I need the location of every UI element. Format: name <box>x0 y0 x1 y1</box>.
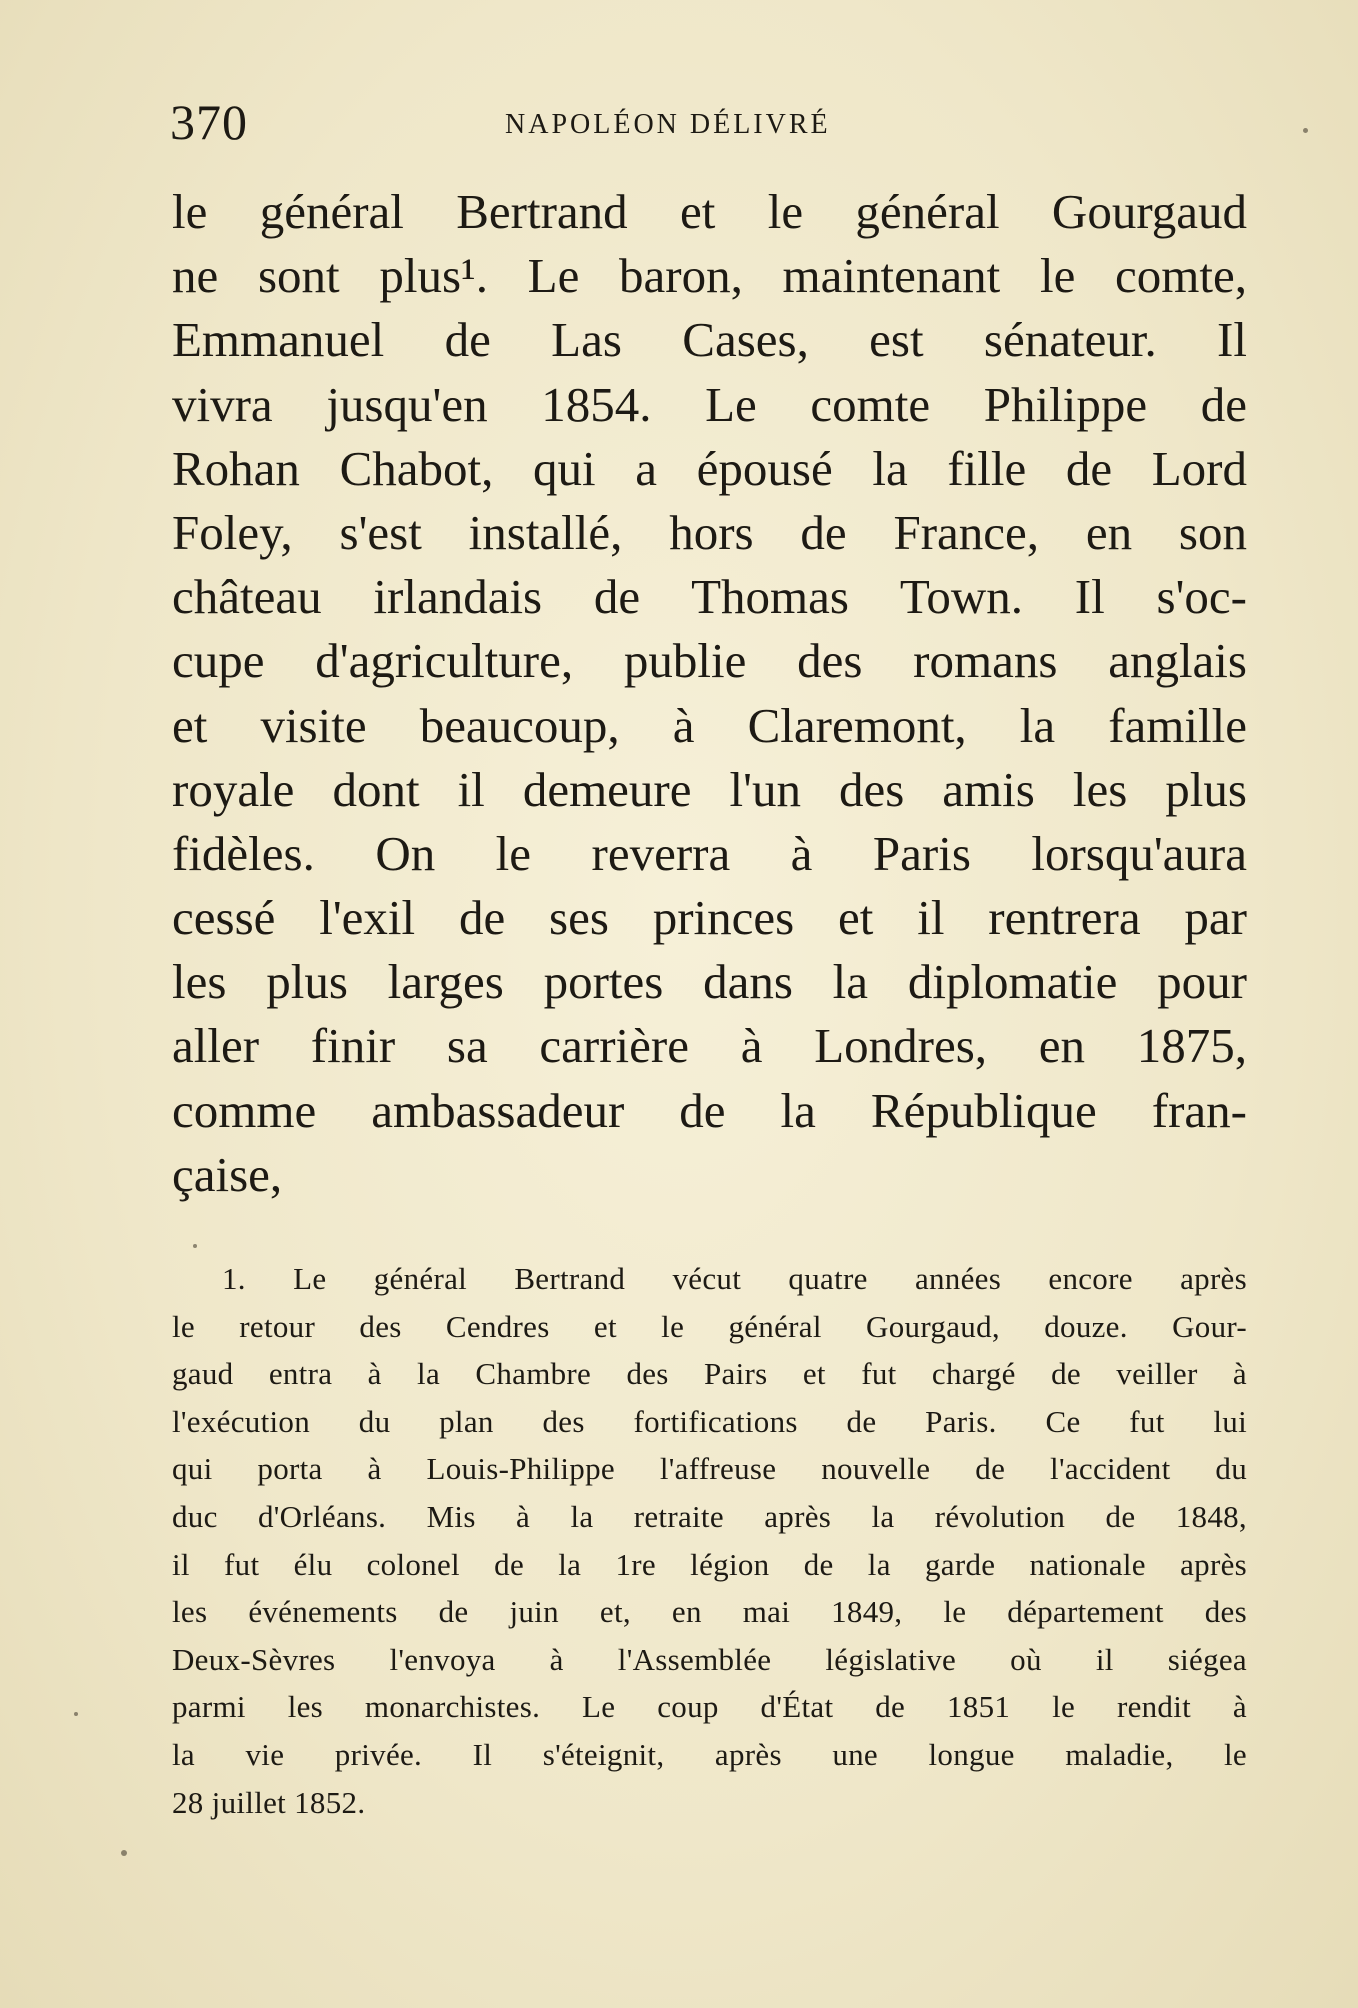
footnote-line: l'exécution du plan des fortifications de Paris. Ce fut lui <box>172 1403 1247 1439</box>
body-line: Emmanuel de Las Cases, est sénateur. Il <box>172 312 1247 368</box>
body-line: le général Bertrand et le général Gourgaud <box>172 184 1247 239</box>
footnote-line: il fut élu colonel de la 1re légion de la garde nationale après <box>172 1546 1247 1582</box>
footnote <box>172 1255 1247 1826</box>
footnote-line: 1. Le général Bertrand vécut quatre années encore après <box>222 1261 1247 1296</box>
paper-speck <box>74 1712 78 1716</box>
body-line: comme ambassadeur de la République fran- <box>172 1082 1247 1138</box>
body-line: Foley, s'est installé, hors de France, en son <box>172 504 1247 560</box>
body-text <box>172 180 1247 1207</box>
paper-speck <box>1303 128 1308 133</box>
page-number: 370 <box>170 94 248 150</box>
running-title: NAPOLÉON DÉLIVRÉ <box>505 109 831 140</box>
body-line: cessé l'exil de ses princes et il rentrera par <box>172 890 1247 946</box>
footnote-line: 28 juillet 1852. <box>172 1784 366 1820</box>
footnote-line: parmi les monarchistes. Le coup d'État de 1851 le rendit à <box>172 1689 1247 1725</box>
footnote-line: le retour des Cendres et le général Gourgaud, douze. Gour- <box>172 1308 1247 1344</box>
body-line: château irlandais de Thomas Town. Il s'oc- <box>172 569 1247 625</box>
paper-speck <box>121 1850 127 1856</box>
footnote-line: Deux-Sèvres l'envoya à l'Assemblée législative où il siégea <box>172 1641 1247 1677</box>
page-header <box>170 92 1250 152</box>
body-line: fidèles. On le reverra à Paris lorsqu'aura <box>172 825 1247 881</box>
footnote-line: gaud entra à la Chambre des Pairs et fut chargé de veiller à <box>172 1356 1247 1392</box>
footnote-line: la vie privée. Il s'éteignit, après une longue maladie, le <box>172 1736 1247 1772</box>
body-line: et visite beaucoup, à Claremont, la famille <box>172 697 1247 753</box>
body-line: vivra jusqu'en 1854. Le comte Philippe de <box>172 376 1247 432</box>
body-line: les plus larges portes dans la diplomatie pour <box>172 954 1247 1010</box>
body-line: ne sont plus¹. Le baron, maintenant le comte, <box>172 248 1247 304</box>
body-line: Rohan Chabot, qui a épousé la fille de Lord <box>172 440 1247 496</box>
paper-speck <box>193 1244 197 1248</box>
body-line: çaise, <box>172 1146 283 1202</box>
body-line: royale dont il demeure l'un des amis les plus <box>172 761 1247 817</box>
body-line: aller finir sa carrière à Londres, en 1875, <box>172 1018 1247 1074</box>
footnote-line: qui porta à Louis-Philippe l'affreuse nouvelle de l'accident du <box>172 1451 1247 1487</box>
body-line: cupe d'agriculture, publie des romans anglais <box>172 633 1247 689</box>
footnote-line: duc d'Orléans. Mis à la retraite après la révolution de 1848, <box>172 1498 1247 1534</box>
footnote-line: les événements de juin et, en mai 1849, le département des <box>172 1594 1247 1630</box>
